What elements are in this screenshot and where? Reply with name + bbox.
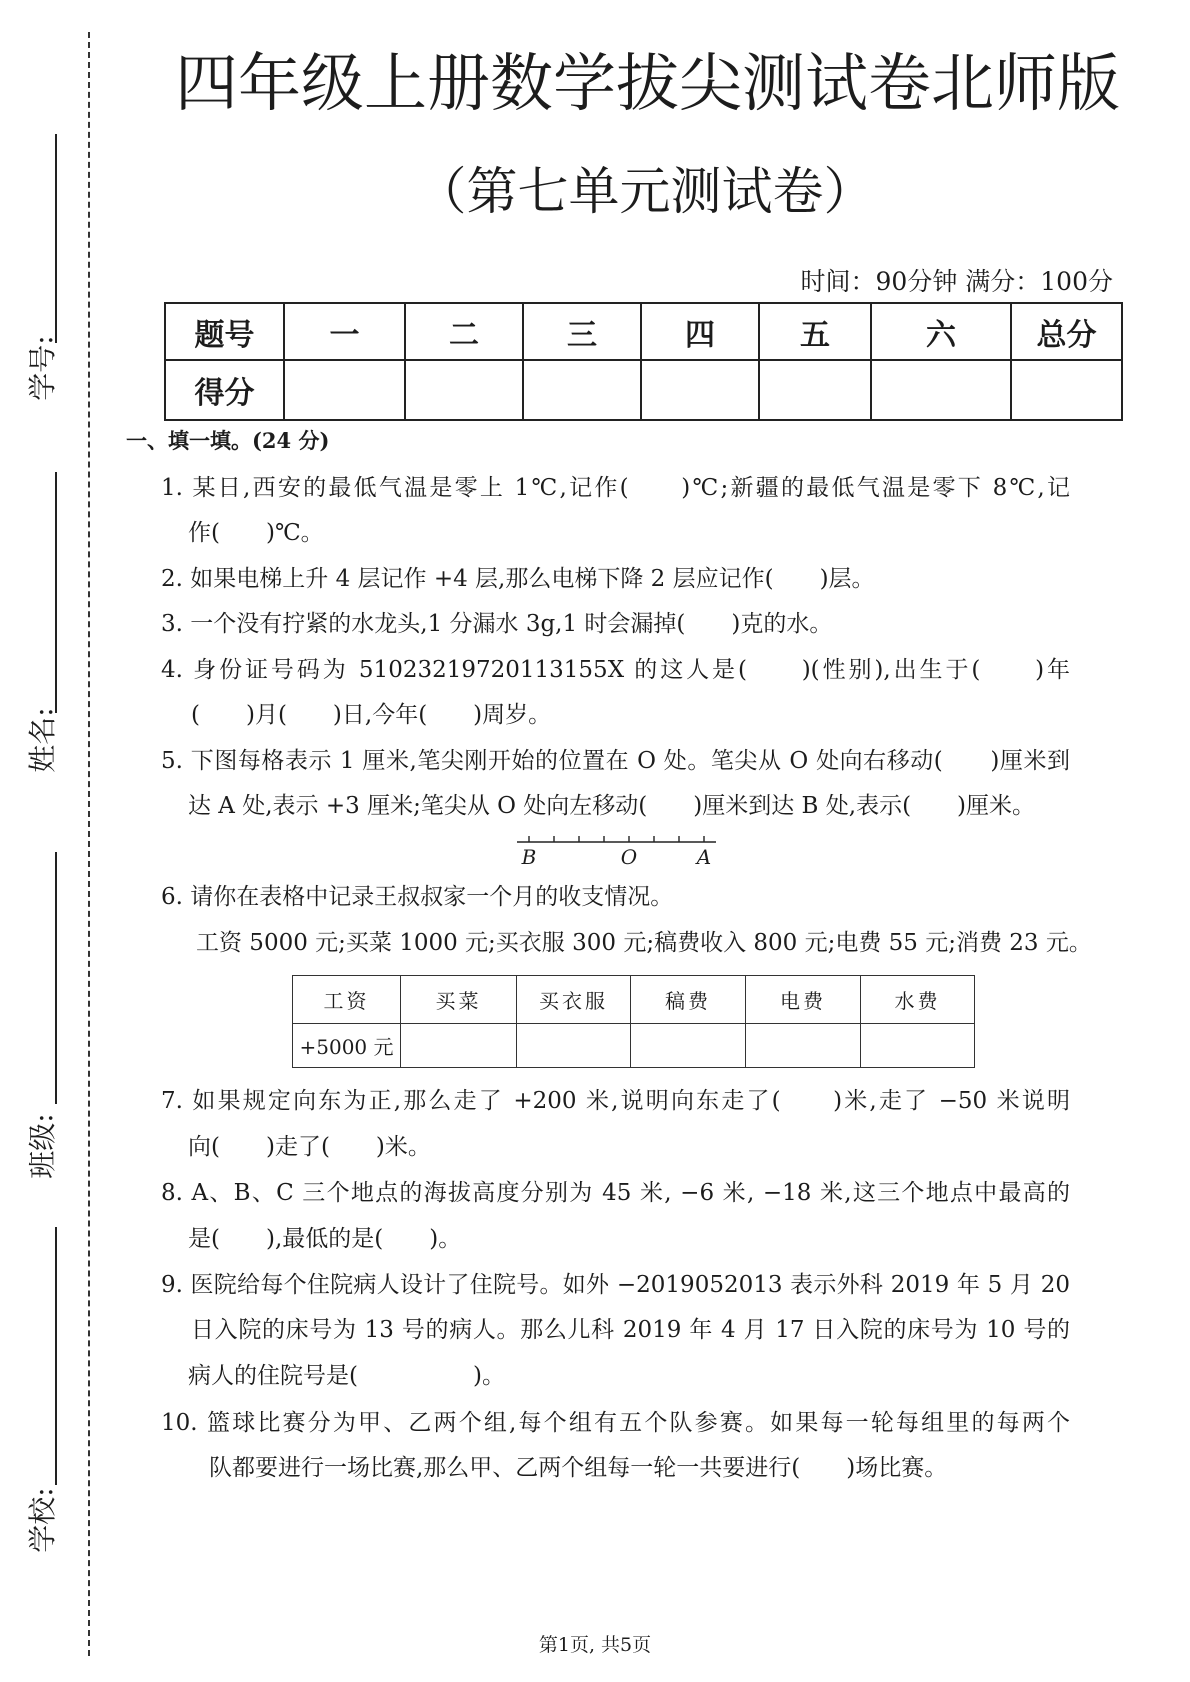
question-5-line-1: 5. 下图每格表示 1 厘米,笔尖刚开始的位置在 O 处。笔尖从 O 处向右移动( )厘米到 <box>161 748 1070 774</box>
exam-title: 四年级上册数学拔尖测试卷北师版 <box>175 47 1120 120</box>
question-6-line-1: 6. 请你在表格中记录王叔叔家一个月的收支情况。 <box>161 884 674 910</box>
question-10-line-1: 10. 篮球比赛分为甲、乙两个组,每个组有五个队参赛。如果每一轮每组里的每两个 <box>161 1410 1070 1436</box>
score-row-label: 得分 <box>165 360 284 420</box>
income-value-royalties <box>631 1024 746 1068</box>
exam-time-and-score: 时间：90分钟 满分：100分 <box>800 267 1113 296</box>
question-3-line-1: 3. 一个没有拧紧的水龙头,1 分漏水 3g,1 时会漏掉( )克的水。 <box>161 611 833 637</box>
exam-subtitle: （第七单元测试卷） <box>415 163 875 222</box>
question-8-line-2: 是( ),最低的是( )。 <box>188 1226 462 1252</box>
page-number: 第1页, 共5页 <box>538 1634 652 1656</box>
question-7-line-2: 向( )走了( )米。 <box>188 1134 431 1160</box>
score-header-2: 二 <box>405 303 523 360</box>
question-7-line-1: 7. 如果规定向东为正,那么走了 +200 米,说明向东走了( )米,走了 −50 米说明 <box>161 1088 1070 1114</box>
question-6-line-2: 工资 5000 元;买菜 1000 元;买衣服 300 元;稿费收入 800 元;电费 55 元;消费 23 元。 <box>196 930 1092 956</box>
score-cell-3 <box>523 360 641 420</box>
score-cell-6 <box>871 360 1011 420</box>
income-header-royalties: 稿费 <box>631 976 746 1024</box>
income-value-clothes <box>517 1024 631 1068</box>
income-header-salary: 工资 <box>293 976 401 1024</box>
school-label: 学校: <box>26 1487 59 1553</box>
score-cell-5 <box>759 360 871 420</box>
class-underline <box>55 852 57 1104</box>
score-table-score-row <box>165 360 1122 420</box>
section-1-heading: 一、填一填。(24 分) <box>126 428 330 453</box>
name-label: 姓名: <box>26 707 59 773</box>
income-header-groceries: 买菜 <box>401 976 517 1024</box>
question-9-line-1: 9. 医院给每个住院病人设计了住院号。如外 −2019052013 表示外科 2019 年 5 月 20 <box>161 1272 1070 1298</box>
score-header-5: 五 <box>759 303 871 360</box>
score-header-total: 总分 <box>1011 303 1122 360</box>
number-line-label-b: B <box>521 845 537 869</box>
score-table-header-row <box>165 303 1122 360</box>
student-id-underline <box>55 134 57 343</box>
class-label: 班级: <box>26 1113 59 1179</box>
income-table-header-row <box>293 976 975 1024</box>
income-header-water: 水费 <box>861 976 975 1024</box>
income-header-electricity: 电费 <box>746 976 861 1024</box>
score-header-4: 四 <box>641 303 759 360</box>
number-line-label-a: A <box>696 845 712 869</box>
question-8-line-1: 8. A、B、C 三个地点的海拔高度分别为 45 米, −6 米, −18 米,这三个地点中最高的 <box>161 1180 1070 1206</box>
score-cell-2 <box>405 360 523 420</box>
score-cell-total <box>1011 360 1122 420</box>
student-id-label: 学号: <box>26 335 59 401</box>
income-table-value-row <box>293 1024 975 1068</box>
question-4-line-2: ( )月( )日,今年( )周岁。 <box>191 702 552 728</box>
question-4-line-1: 4. 身份证号码为 51023219720113155X 的这人是( )(性别),出生于( )年 <box>161 657 1070 683</box>
question-10-line-2: 队都要进行一场比赛,那么甲、乙两个组每一轮一共要进行( )场比赛。 <box>209 1455 948 1481</box>
income-header-clothes: 买衣服 <box>517 976 631 1024</box>
question-1-line-2: 作( )℃。 <box>188 520 324 546</box>
name-underline <box>55 472 57 713</box>
income-value-salary: +5000 元 <box>293 1024 401 1068</box>
number-line-label-o: O <box>620 845 638 869</box>
binding-dashed-line <box>88 32 90 1656</box>
question-1-line-1: 1. 某日,西安的最低气温是零上 1℃,记作( )℃;新疆的最低气温是零下 8℃,记 <box>161 475 1070 501</box>
number-line <box>505 825 725 870</box>
score-cell-4 <box>641 360 759 420</box>
score-header-1: 一 <box>284 303 405 360</box>
school-underline <box>55 1227 57 1485</box>
income-value-water <box>861 1024 975 1068</box>
score-cell-1 <box>284 360 405 420</box>
score-header-question-number: 题号 <box>165 303 284 360</box>
income-value-electricity <box>746 1024 861 1068</box>
question-9-line-3: 病人的住院号是( )。 <box>188 1363 505 1389</box>
income-expense-table <box>292 975 975 1068</box>
question-2-line-1: 2. 如果电梯上升 4 层记作 +4 层,那么电梯下降 2 层应记作( )层。 <box>161 566 875 592</box>
score-table <box>164 302 1123 421</box>
score-header-3: 三 <box>523 303 641 360</box>
question-9-line-2: 日入院的床号为 13 号的病人。那么儿科 2019 年 4 月 17 日入院的床号为 10 号的 <box>191 1317 1070 1343</box>
score-header-6: 六 <box>871 303 1011 360</box>
income-value-groceries <box>401 1024 517 1068</box>
question-5-line-2: 达 A 处,表示 +3 厘米;笔尖从 O 处向左移动( )厘米到达 B 处,表示( )厘米。 <box>188 793 1036 819</box>
